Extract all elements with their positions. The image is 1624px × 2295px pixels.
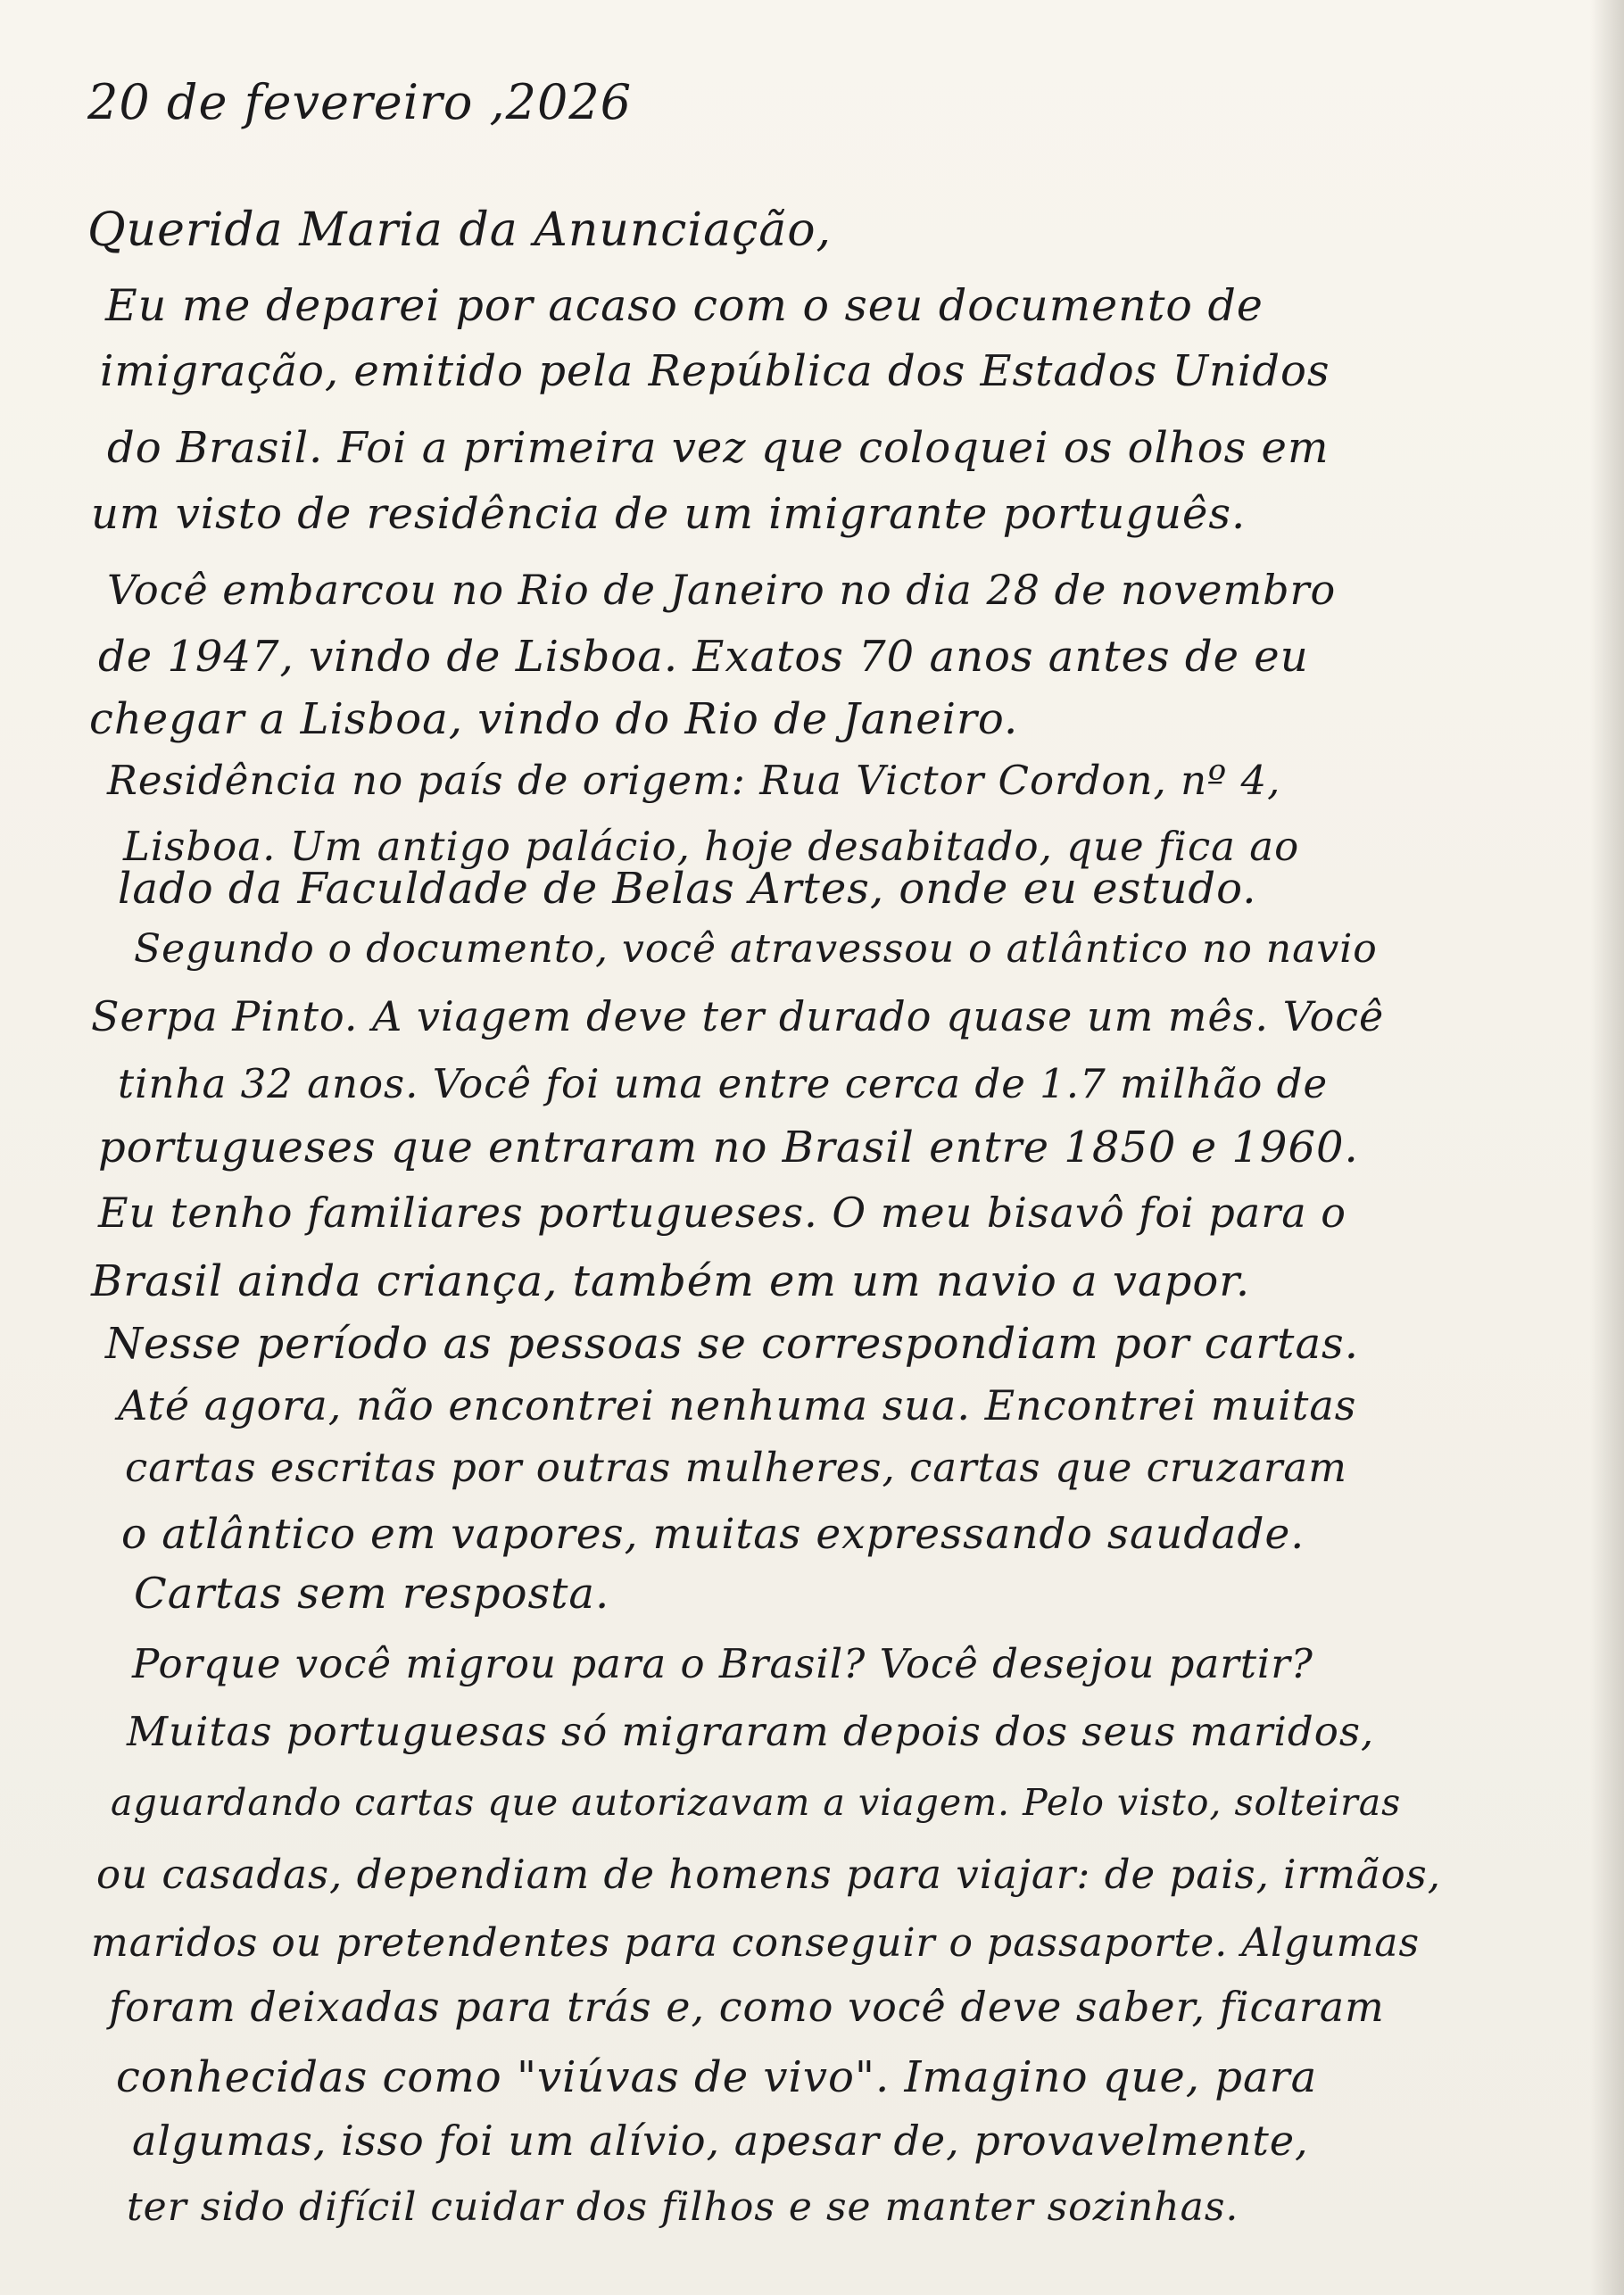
page-edge-shadow <box>1590 0 1624 2295</box>
letter-line: cartas escritas por outras mulheres, cartas que cruzaram <box>125 1444 1347 1491</box>
letter-line: Residência no país de origem: Rua Victor Cordon, nº 4, <box>107 757 1281 804</box>
letter-line: aguardando cartas que autorizavam a viagem. Pelo visto, solteiras <box>111 1781 1402 1824</box>
letter-line: maridos ou pretendentes para conseguir o passaporte. Algumas <box>91 1920 1421 1966</box>
letter-line: do Brasil. Foi a primeira vez que coloquei os olhos em <box>107 423 1330 473</box>
letter-line: Cartas sem resposta. <box>134 1569 610 1619</box>
letter-line: foram deixadas para trás e, como você deve saber, ficaram <box>109 1983 1385 2031</box>
letter-line: Brasil ainda criança, também em um navio a vapor. <box>91 1256 1251 1306</box>
letter-line: algumas, isso foi um alívio, apesar de, provavelmente, <box>132 2117 1309 2165</box>
letter-line: chegar a Lisboa, vindo do Rio de Janeiro. <box>89 694 1019 744</box>
letter-line: o atlântico em vapores, muitas expressando saudade. <box>121 1510 1305 1559</box>
letter-line: ou casadas, dependiam de homens para viajar: de pais, irmãos, <box>96 1851 1442 1898</box>
letter-line: conhecidas como "viúvas de vivo". Imagino que, para <box>116 2052 1318 2102</box>
letter-line: Lisboa. Um antigo palácio, hoje desabitado, que fica ao <box>123 823 1300 870</box>
letter-line: de 1947, vindo de Lisboa. Exatos 70 anos antes de eu <box>98 632 1309 682</box>
letter-line: lado da Faculdade de Belas Artes, onde eu estudo. <box>118 864 1257 914</box>
letter-line: um visto de residência de um imigrante português. <box>91 489 1247 539</box>
letter-line: Você embarcou no Rio de Janeiro no dia 28 de novembro <box>107 566 1337 614</box>
letter-line: ter sido difícil cuidar dos filhos e se manter sozinhas. <box>127 2184 1239 2230</box>
letter-line: Eu me deparei por acaso com o seu documento de <box>105 280 1264 331</box>
letter-line: Nesse período as pessoas se correspondiam por cartas. <box>105 1319 1359 1369</box>
letter-line: Até agora, não encontrei nenhuma sua. Encontrei muitas <box>118 1381 1357 1429</box>
letter-line: Serpa Pinto. A viagem deve ter durado quase um mês. Você <box>91 992 1385 1040</box>
letter-salutation: Querida Maria da Anunciação, <box>87 203 833 257</box>
letter-line: imigração, emitido pela República dos Estados Unidos <box>100 346 1330 396</box>
letter-line: Segundo o documento, você atravessou o atlântico no navio <box>134 926 1378 972</box>
letter-date: 20 de fevereiro ,2026 <box>87 74 633 130</box>
letter-line: Muitas portuguesas só migraram depois dos seus maridos, <box>127 1708 1375 1755</box>
letter-line: Porque você migrou para o Brasil? Você desejou partir? <box>132 1640 1313 1687</box>
letter-line: Eu tenho familiares portugueses. O meu bisavô foi para o <box>98 1189 1346 1237</box>
letter-line: portugueses que entraram no Brasil entre 1850 e 1960. <box>98 1123 1359 1172</box>
letter-line: tinha 32 anos. Você foi uma entre cerca de 1.7 milhão de <box>118 1060 1329 1107</box>
